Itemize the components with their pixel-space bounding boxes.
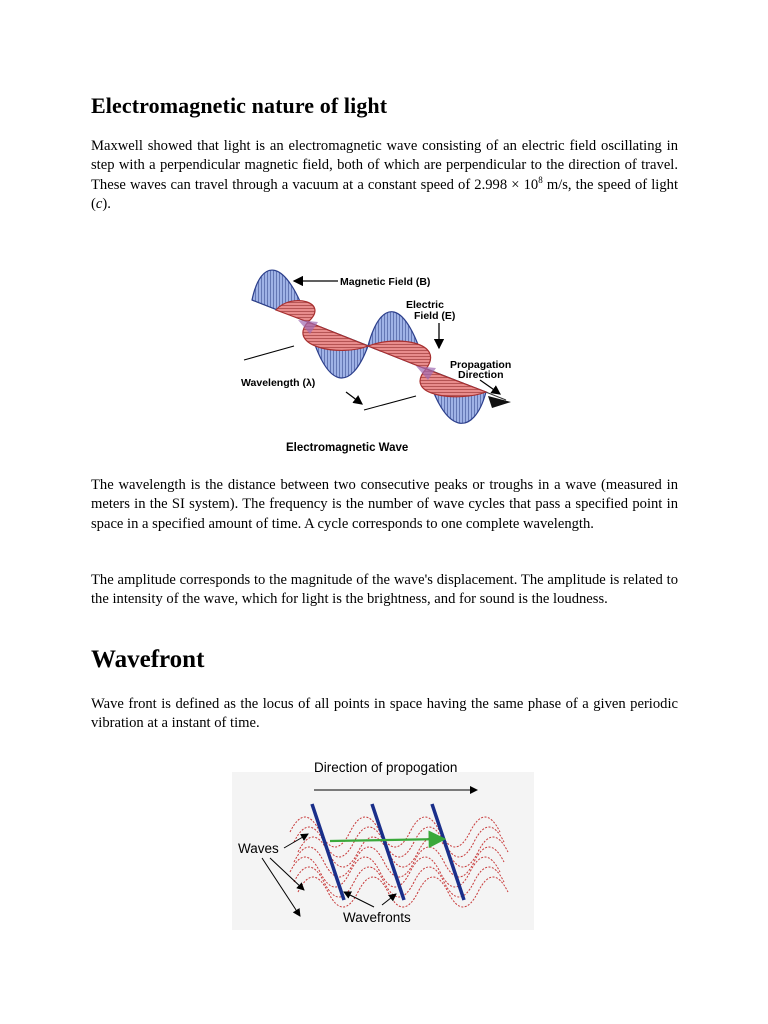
electric-wave-lobe: [368, 341, 431, 369]
wavelength-marker-line: [364, 396, 416, 410]
wavelength-label: Wavelength (λ): [241, 377, 316, 389]
section-heading-em-nature: Electromagnetic nature of light: [91, 93, 388, 118]
section-heading-wavefront: Wavefront: [91, 646, 205, 673]
wavefronts-label: Wavefronts: [343, 910, 411, 925]
electric-field-label-line1: Electric: [406, 299, 444, 311]
electric-field-label-line2: Field (E): [414, 310, 456, 322]
paragraph-wavefront: Wave front is defined as the locus of all points in space having the same phase of a given periodic vibration at a instant of time.: [91, 696, 678, 732]
electromagnetic-wave-figure: [236, 262, 536, 464]
direction-label: Direction of propogation: [314, 760, 458, 775]
figure-caption: Electromagnetic Wave: [286, 442, 409, 454]
waves-label: Waves: [238, 841, 279, 856]
exponent: 8: [538, 174, 543, 185]
paragraph-maxwell-text: Maxwell showed that light is an electromagnetic wave consisting of an electric field oscillating in step with a perpendicular magnetic field, both of which are perpendicular to the direction of travel. These waves can travel through a vacuum at a constant speed of 2.998 × 10: [91, 138, 678, 193]
propagation-label-line1: Propagation: [450, 359, 512, 371]
paragraph-wavelength: The wavelength is the distance between two consecutive peaks or troughs in a wave (measured in meters in the SI system). The frequency is the number of wave cycles that pass a specified point in space in a specified amount of time. A cycle corresponds to one complete wavelength.: [91, 477, 678, 532]
magnetic-field-label: Magnetic Field (B): [340, 276, 431, 288]
wavelength-marker-line: [244, 346, 294, 360]
propagation-label-line2: Direction: [458, 369, 504, 381]
paragraph-maxwell-text-mid: m/s, the speed of light (: [91, 176, 678, 212]
paragraph-maxwell: [91, 137, 678, 214]
paragraph-amplitude: The amplitude corresponds to the magnitude of the wave's displacement. The amplitude is related to the intensity of the wave, which for light is the brightness, and for sound is the loudness.: [91, 572, 678, 608]
wavefront-figure: [232, 752, 534, 930]
speed-of-light-symbol: c: [95, 195, 103, 212]
wavelength-label-arrow: [346, 392, 362, 404]
paragraph-maxwell-text-end: ).: [102, 195, 111, 212]
